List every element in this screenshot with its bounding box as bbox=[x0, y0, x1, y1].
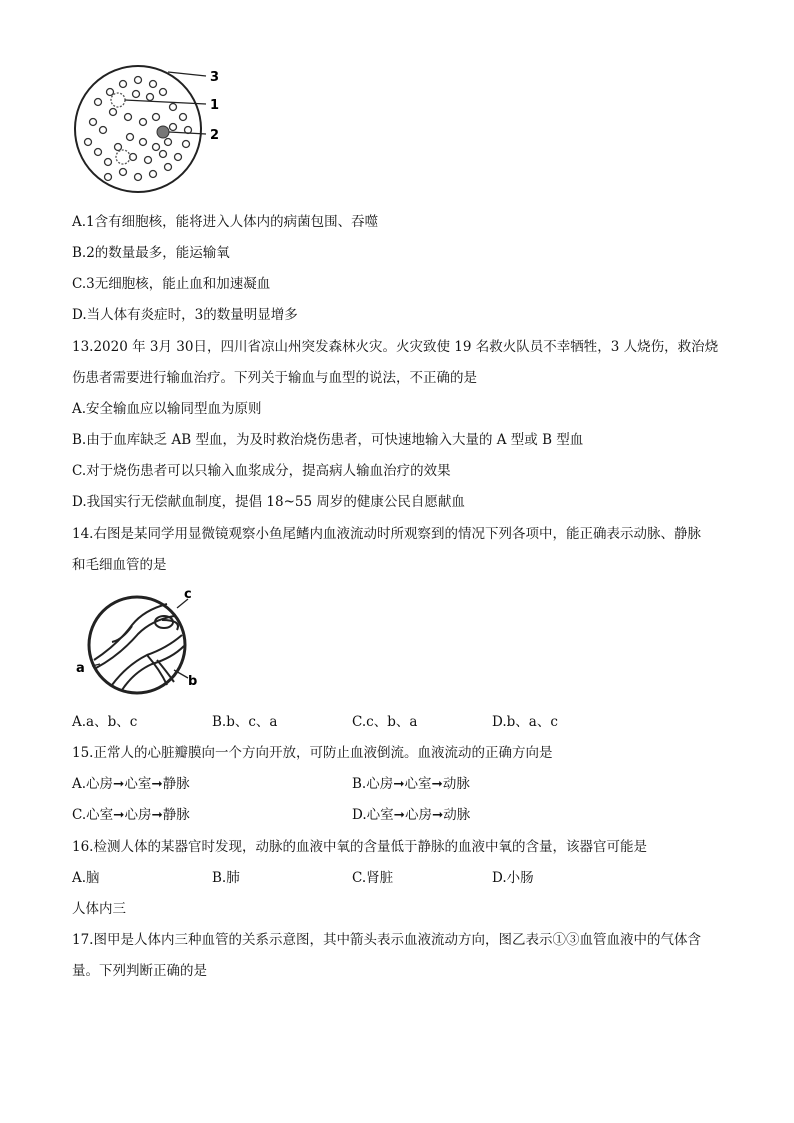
stray-text: 人体内三 bbox=[72, 901, 126, 917]
q15-option-a: A.心房➞心室➞静脉 bbox=[72, 776, 190, 792]
q17-stem-line1: 17.图甲是人体内三种血管的关系示意图，其中箭头表示血液流动方向，图乙表示①③血管血液中的气体含 bbox=[72, 932, 701, 948]
blood-smear-figure bbox=[68, 62, 238, 202]
q13-option-c: C.对于烧伤患者可以只输入血浆成分，提高病人输血治疗的效果 bbox=[72, 463, 451, 479]
q12-option-b: B.2的数量最多，能运输氧 bbox=[72, 245, 230, 261]
q13-stem-line2: 伤患者需要进行输血治疗。下列关于输血与血型的说法，不正确的是 bbox=[72, 370, 477, 386]
q12-option-a: A.1含有细胞核，能将进入人体内的病菌包围、吞噬 bbox=[72, 214, 379, 230]
q14-option-a: A.a、b、c bbox=[72, 714, 138, 730]
q16-stem: 16.检测人体的某器官时发现，动脉的血液中氧的含量低于静脉的血液中氧的含量，该器官可能是 bbox=[72, 839, 647, 855]
q16-option-d: D.小肠 bbox=[492, 870, 534, 886]
q15-stem: 15.正常人的心脏瓣膜向一个方向开放，可防止血液倒流。血液流动的正确方向是 bbox=[72, 745, 553, 761]
q14-option-b: B.b、c、a bbox=[212, 714, 278, 730]
q12-option-d: D.当人体有炎症时，3的数量明显增多 bbox=[72, 307, 298, 323]
q13-stem-line1: 13.2020 年 3月 30日，四川省凉山州突发森林火灾。火灾致使 19 名救火队员不幸牺牲，3 人烧伤，救治烧 bbox=[72, 339, 719, 355]
q13-option-a: A.安全输血应以输同型血为原则 bbox=[72, 401, 262, 417]
q13-option-b: B.由于血库缺乏 AB 型血，为及时救治烧伤患者，可快速地输入大量的 A 型或 B 型血 bbox=[72, 432, 584, 448]
q16-option-b: B.肺 bbox=[212, 870, 240, 886]
q15-option-c: C.心室➞心房➞静脉 bbox=[72, 807, 190, 823]
q15-option-b: B.心房➞心室➞动脉 bbox=[352, 776, 470, 792]
q14-option-d: D.b、a、c bbox=[492, 714, 558, 730]
q14-option-c: C.c、b、a bbox=[352, 714, 418, 730]
label-a: a bbox=[76, 661, 85, 676]
label-2: 2 bbox=[210, 128, 220, 143]
label-c: c bbox=[184, 590, 192, 602]
q16-option-c: C.肾脏 bbox=[352, 870, 394, 886]
q13-option-d: D.我国实行无偿献血制度，提倡 18~55 周岁的健康公民自愿献血 bbox=[72, 494, 465, 510]
label-3: 3 bbox=[210, 70, 220, 85]
q12-option-c: C.3无细胞核，能止血和加速凝血 bbox=[72, 276, 271, 292]
label-b: b bbox=[188, 674, 198, 689]
q17-stem-line2: 量。下列判断正确的是 bbox=[72, 963, 207, 979]
q16-option-a: A.脑 bbox=[72, 870, 100, 886]
fish-tail-vessels-figure bbox=[72, 590, 212, 705]
q15-option-d: D.心室➞心房➞动脉 bbox=[352, 807, 471, 823]
label-1: 1 bbox=[210, 98, 220, 113]
q14-stem-line1: 14.右图是某同学用显微镜观察小鱼尾鳍内血液流动时所观察到的情况下列各项中，能正确表示动脉、静脉 bbox=[72, 526, 701, 542]
q14-stem-line2: 和毛细血管的是 bbox=[72, 557, 167, 573]
